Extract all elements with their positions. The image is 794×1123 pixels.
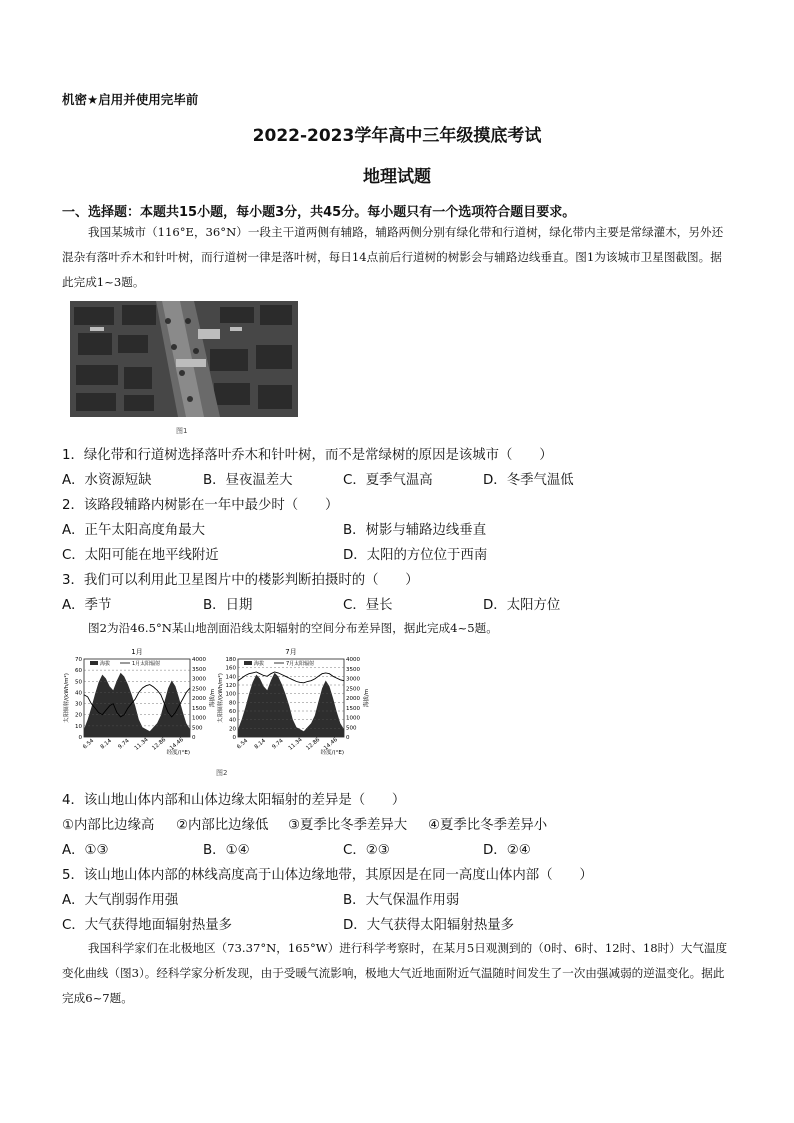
question-5-stem: 5．该山地山体内部的林线高度高于山体边缘地带，其原因是在同一高度山体内部（ ） <box>62 868 593 883</box>
x-tick-label: 9.74 <box>117 737 131 751</box>
q4-statement-1: ①内部比边缘高 <box>62 818 155 833</box>
q3-option-a[interactable]: A．季节 <box>62 598 112 613</box>
y-tick-label: 60 <box>229 709 236 715</box>
figure-1-caption: 图1 <box>176 427 188 435</box>
x-tick-label: 9.74 <box>271 737 285 751</box>
x-tick-label: 11.34 <box>287 736 304 752</box>
x-tick-label: 6.54 <box>82 737 96 751</box>
y2-tick-label: 2500 <box>346 686 360 693</box>
y-tick-label: 180 <box>225 657 236 663</box>
radiation-chart-january <box>62 645 222 757</box>
question-2-stem: 2．该路段辅路内树影在一年中最少时（ ） <box>62 498 339 513</box>
q4-statement-3: ③夏季比冬季差异大 <box>288 818 408 833</box>
x-tick-label: 14.46 <box>323 736 339 752</box>
q1-option-a[interactable]: A．水资源短缺 <box>62 473 152 488</box>
x-axis-label: 经度/(°E) <box>320 750 344 756</box>
legend-label-elevation: 海拔 <box>100 661 111 667</box>
y-tick-label: 30 <box>75 701 82 708</box>
y2-axis-label: 海拔/m <box>210 688 216 708</box>
passage-3: 我国科学家们在北极地区（73.37°N，165°W）进行科学考察时，在某月5日观测到的（0时、6时、12时、18时）大气温度变化曲线（图3）。经科学家分析发现，由于受暖气流影响，极地大气近地面附近气温随时间发生了一次由强减弱的逆温变化。据此完成6~7题。 <box>62 941 728 1005</box>
radiation-chart-july <box>216 645 376 757</box>
q4-option-b[interactable]: B．①④ <box>203 843 250 858</box>
legend-label-radiation: 7月太阳辐射 <box>286 661 315 667</box>
y-tick-label: 0 <box>232 735 236 741</box>
chart-title: 1月 <box>131 648 143 656</box>
y2-tick-label: 3500 <box>192 666 206 673</box>
passage-1: 我国某城市（116°E，36°N）一段主干道两侧有辅路，辅路两侧分别有绿化带和行道树，绿化带内主要是常绿灌木，另外还混杂有落叶乔木和针叶树，而行道树一律是落叶树，每日14点前后行道树的树影会与辅路边线垂直。图1为该城市卫星图截图。据此完成1~3题。 <box>62 225 724 289</box>
y-tick-label: 80 <box>229 700 236 707</box>
satellite-image <box>70 301 298 417</box>
x-tick-label: 14.46 <box>169 736 185 752</box>
q5-option-d[interactable]: D．大气获得太阳辐射热量多 <box>343 918 514 933</box>
q5-option-a[interactable]: A．大气削弱作用强 <box>62 893 179 908</box>
passage-2: 图2为沿46.5°N某山地剖面沿线太阳辐射的空间分布差异图，据此完成4~5题。 <box>88 621 498 635</box>
chart-title: 7月 <box>285 648 297 656</box>
legend-swatch-elevation <box>90 661 98 665</box>
q1-option-b[interactable]: B．昼夜温差大 <box>203 473 293 488</box>
y-tick-label: 70 <box>75 657 82 663</box>
y2-tick-label: 0 <box>346 735 350 741</box>
y2-tick-label: 2500 <box>192 686 206 693</box>
y2-tick-label: 3000 <box>192 676 206 683</box>
question-4-stem: 4．该山地山体内部和山体边缘太阳辐射的差异是（ ） <box>62 793 406 808</box>
confidential-header: 机密★启用并使用完毕前 <box>62 92 199 107</box>
y-tick-label: 0 <box>78 735 82 741</box>
q2-option-d[interactable]: D．太阳的方位位于西南 <box>343 548 488 563</box>
y2-tick-label: 4000 <box>346 657 360 663</box>
y2-tick-label: 1000 <box>346 715 360 722</box>
y-tick-label: 10 <box>75 723 82 730</box>
x-tick-label: 8.14 <box>99 737 113 751</box>
q2-option-c[interactable]: C．太阳可能在地平线附近 <box>62 548 219 563</box>
question-3-stem: 3．我们可以利用此卫星图片中的楼影判断拍摄时的（ ） <box>62 573 419 588</box>
x-axis-label: 经度/(°E) <box>166 750 190 756</box>
q2-option-a[interactable]: A．正午太阳高度角最大 <box>62 523 206 538</box>
y2-tick-label: 2000 <box>346 696 360 702</box>
x-tick-label: 8.14 <box>253 737 267 751</box>
subject-title: 地理试题 <box>363 167 431 187</box>
q5-option-c[interactable]: C．大气获得地面辐射热量多 <box>62 918 233 933</box>
y2-tick-label: 0 <box>192 735 196 741</box>
y-axis-label: 太阳辐射/(kWh/m²) <box>64 673 70 723</box>
q3-option-b[interactable]: B．日期 <box>203 598 253 613</box>
y2-tick-label: 4000 <box>192 657 206 663</box>
section-heading: 一、选择题：本题共15小题，每小题3分，共45分。每小题只有一个选项符合题目要求。 <box>62 205 576 220</box>
x-tick-label: 11.34 <box>133 736 150 752</box>
q4-statement-4: ④夏季比冬季差异小 <box>428 818 548 833</box>
y2-axis-label: 海拔/m <box>364 688 370 708</box>
y2-tick-label: 1500 <box>346 705 360 712</box>
y-tick-label: 20 <box>229 726 236 733</box>
y-tick-label: 100 <box>225 691 236 698</box>
y-tick-label: 50 <box>75 679 82 686</box>
q5-option-b[interactable]: B．大气保温作用弱 <box>343 893 460 908</box>
q2-option-b[interactable]: B．树影与辅路边线垂直 <box>343 523 487 538</box>
q1-option-d[interactable]: D．冬季气温低 <box>483 473 574 488</box>
y2-tick-label: 1500 <box>192 705 206 712</box>
q4-option-d[interactable]: D．②④ <box>483 843 531 858</box>
x-tick-label: 12.86 <box>305 736 322 752</box>
legend-label-radiation: 1月太阳辐射 <box>132 661 161 667</box>
legend-label-elevation: 海拔 <box>254 661 265 667</box>
y2-tick-label: 500 <box>192 725 203 732</box>
q3-option-c[interactable]: C．昼长 <box>343 598 393 613</box>
y2-tick-label: 500 <box>346 725 357 732</box>
q4-statement-2: ②内部比边缘低 <box>176 818 269 833</box>
y-tick-label: 60 <box>75 668 82 675</box>
legend-swatch-elevation <box>244 661 252 665</box>
q4-option-c[interactable]: C．②③ <box>343 843 390 858</box>
y-tick-label: 40 <box>229 717 236 724</box>
x-tick-label: 12.86 <box>151 736 168 752</box>
y-tick-label: 120 <box>225 683 236 689</box>
y-tick-label: 20 <box>75 712 82 719</box>
q4-option-a[interactable]: A．①③ <box>62 843 109 858</box>
y-tick-label: 160 <box>225 665 236 672</box>
y2-tick-label: 3500 <box>346 666 360 673</box>
q3-option-d[interactable]: D．太阳方位 <box>483 598 561 613</box>
x-tick-label: 6.54 <box>236 737 250 751</box>
q1-option-c[interactable]: C．夏季气温高 <box>343 473 433 488</box>
figure-2-caption: 图2 <box>216 769 228 777</box>
y-tick-label: 140 <box>225 674 236 681</box>
y2-tick-label: 3000 <box>346 676 360 683</box>
exam-title: 2022-2023学年高中三年级摸底考试 <box>252 126 542 146</box>
y-tick-label: 40 <box>75 690 82 697</box>
y-axis-label: 太阳辐射/(kWh/m²) <box>218 673 224 723</box>
y2-tick-label: 1000 <box>192 715 206 722</box>
y2-tick-label: 2000 <box>192 696 206 702</box>
question-1-stem: 1．绿化带和行道树选择落叶乔木和针叶树，而不是常绿树的原因是该城市（ ） <box>62 448 553 463</box>
